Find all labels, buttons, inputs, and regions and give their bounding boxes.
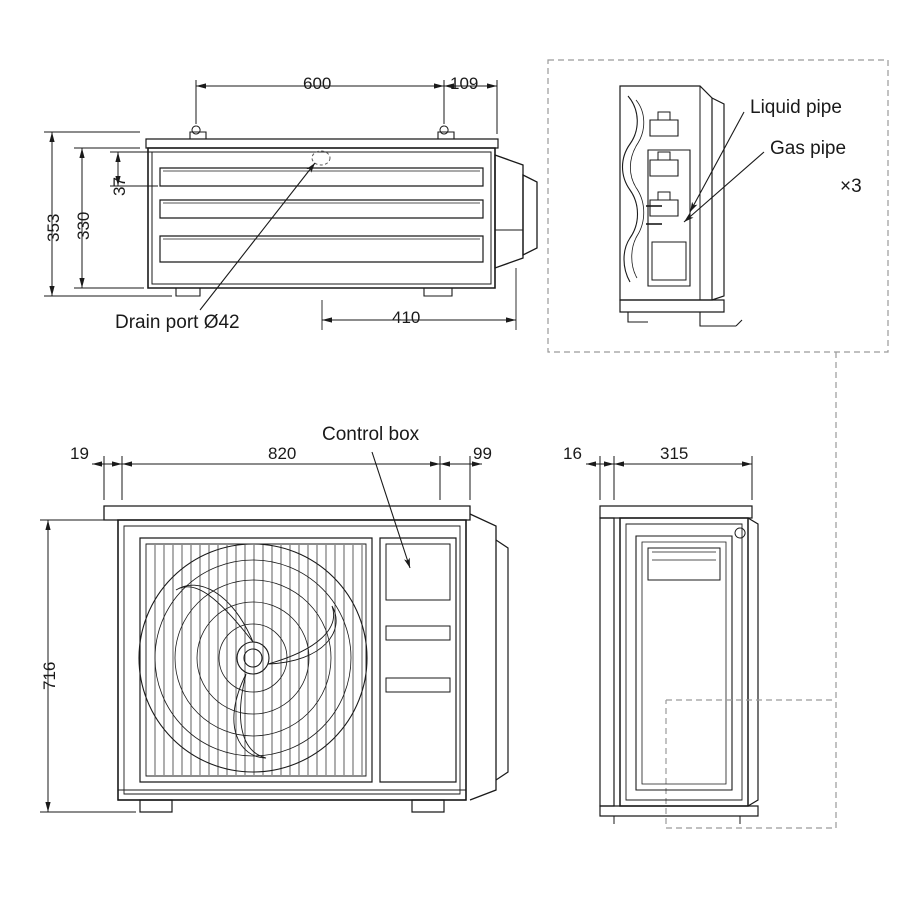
- top-view-dimensions: [44, 80, 516, 330]
- front-view-body: [104, 506, 508, 812]
- dim-716: 716: [40, 661, 59, 690]
- top-view-body: [146, 126, 537, 296]
- dim-410: 410: [392, 308, 421, 327]
- dim-37: 37: [110, 177, 129, 196]
- dim-99: 99: [473, 444, 492, 463]
- dim-315: 315: [660, 444, 689, 463]
- dim-16: 16: [563, 444, 582, 463]
- pipe-detail-body: [620, 86, 742, 326]
- callout-drain-port: Drain port Ø42: [115, 312, 240, 333]
- dim-109: 109: [450, 74, 479, 93]
- control-box-leader: [372, 452, 410, 568]
- callout-control-box: Control box: [322, 424, 420, 445]
- dim-353: 353: [44, 213, 63, 242]
- dim-820: 820: [268, 444, 297, 463]
- side-view-body: [600, 506, 758, 824]
- pipe-detail-frame: [548, 60, 888, 828]
- callout-multiplier: ×3: [840, 176, 862, 197]
- front-view-dimensions: [40, 456, 482, 812]
- callout-gas-pipe: Gas pipe: [770, 138, 847, 159]
- callout-liquid-pipe: Liquid pipe: [750, 97, 842, 118]
- dim-330: 330: [74, 211, 93, 240]
- dim-19: 19: [70, 444, 89, 463]
- dim-600: 600: [303, 74, 332, 93]
